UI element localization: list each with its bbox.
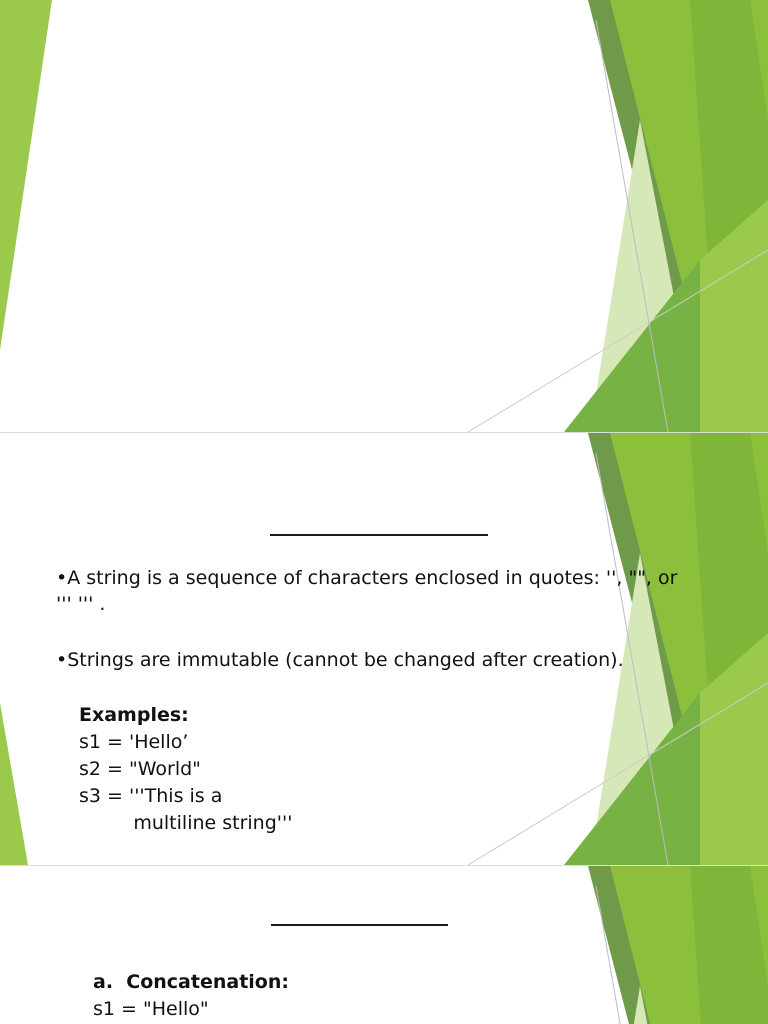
examples-label: Examples: — [79, 704, 189, 726]
code-line-1: s1 = 'Hello’ — [79, 731, 189, 753]
bullet-2: •Strings are immutable (cannot be changed after creation). — [56, 649, 624, 671]
slide-1-green-decoration — [0, 0, 768, 432]
bullet-1-line-2: ''' ''' . — [56, 593, 106, 615]
title-underline — [270, 534, 488, 536]
code-line-4: multiline string''' — [79, 812, 293, 834]
code-line-1: s1 = "Hello" — [93, 998, 209, 1020]
slide-1 — [0, 0, 768, 432]
slide-2 — [0, 433, 768, 865]
bullet-1-line-1: •A string is a sequence of characters enclosed in quotes: '', "", or — [56, 567, 678, 589]
code-line-2: s2 = "World" — [79, 758, 201, 780]
code-line-3: s3 = '''This is a — [79, 785, 223, 807]
slide-3 — [0, 866, 768, 1024]
concatenation-heading: a. Concatenation: — [93, 971, 289, 993]
title-underline — [271, 924, 448, 926]
